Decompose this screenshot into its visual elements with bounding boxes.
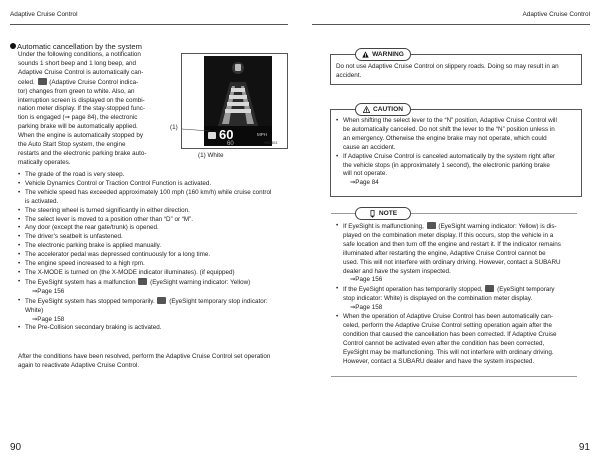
intro-line: Under the following conditions, a notification: [18, 51, 141, 58]
note-line: However, contact a SUBARU dealer and have the system inspected.: [343, 357, 535, 365]
section-title: Automatic cancellation by the system: [17, 42, 142, 51]
condition-item: • The accelerator pedal was depressed continuously for a long time.: [18, 251, 290, 260]
warning-label: [355, 48, 411, 61]
condition-continuation: is activated.: [25, 197, 59, 205]
condition-item: • The vehicle speed has exceeded approximately 100 mph (160 km/h) while cruise control: [18, 189, 290, 198]
eyesight-temporary-stop-icon: [485, 285, 494, 292]
eyesight-warning-icon: [427, 222, 436, 229]
note-line: dealer and have the system inspected.: [343, 267, 451, 275]
note-line: used. This will not interfere with ordinary driving. However, contact a SUBARU: [343, 258, 561, 266]
page-reference: ⇒ Page 158: [25, 316, 290, 325]
condition-item: • The X-MODE is turned on (the X-MODE indicator illuminates). (if equipped): [18, 269, 290, 278]
caution-line: cause an accident.: [343, 143, 396, 151]
note-pencil-icon: [369, 210, 376, 218]
intro-line: interruption screen is displayed on the combi-: [18, 96, 145, 104]
note-line: safe location and then turn off the engine and restart it. If the indicator remains: [343, 240, 561, 248]
condition-item: • The driver’s seatbelt is unfastened.: [18, 233, 290, 242]
condition-item: • The engine speed increased to a high rpm.: [18, 260, 290, 269]
left-running-header: Adaptive Cruise Control: [10, 11, 78, 18]
caution-triangle-icon: [363, 106, 370, 113]
figure-caption: (1) White: [198, 152, 224, 159]
section-heading: [10, 42, 142, 51]
warning-label-text: WARNING: [372, 51, 404, 58]
caution-label: [355, 103, 411, 116]
right-header-rule: [312, 24, 590, 25]
note-line: Control cannot be activated even after the condition has been corrected,: [343, 339, 545, 347]
condition-item: • The grade of the road is very steep.: [18, 171, 290, 180]
note-bottom-rule: [331, 376, 577, 377]
warning-triangle-icon: [362, 51, 369, 58]
right-page-number: 91: [578, 442, 590, 453]
caution-line: an emergency. Otherwise the engine brake may not operate, which could: [343, 134, 547, 142]
condition-item: • The Pre-Collision secondary braking is activated.: [18, 324, 290, 333]
left-page-number: 90: [10, 442, 22, 453]
figure-speed: 60: [219, 127, 234, 142]
eyesight-warning-icon: [138, 278, 147, 285]
note-line: celed, perform the Adaptive Cruise Control setting operation again after the: [343, 321, 552, 329]
note-label-text: NOTE: [378, 210, 398, 217]
note-line: condition that caused the cancellation has been corrected. If Adaptive Cruise: [343, 330, 557, 338]
page-reference: ⇒ Page 84: [343, 179, 578, 188]
caution-label-text: CAUTION: [372, 106, 404, 113]
note-line: stop indicator: White) is displayed on the combination meter display.: [343, 295, 533, 303]
intro-line: Adaptive Cruise Control is automatically can-: [18, 68, 144, 76]
caution-line: If Adaptive Cruise Control is canceled automatically by the system right after: [343, 152, 556, 160]
warning-line: Do not use Adaptive Cruise Control on slippery roads. Doing so may result in an: [336, 63, 559, 70]
intro-line: nation meter display. If the stay-stopped func-: [18, 105, 145, 113]
warning-line: accident.: [336, 71, 362, 79]
note-label: [355, 207, 411, 220]
callout-leader-line: [182, 125, 212, 135]
page-reference: ⇒ Page 156: [25, 288, 290, 297]
note-item: [336, 313, 578, 366]
caution-item: [336, 153, 578, 180]
intro-line: parking brake will be automatically applied.: [18, 123, 138, 131]
figure-code: H01303: [264, 141, 278, 145]
figure-sub-speed: 60: [227, 141, 234, 147]
page-reference: ⇒ Page 158: [343, 304, 578, 313]
intro-line: restarts and the electronic parking brake auto-: [18, 149, 147, 157]
page-reference: ⇒ Page 156: [343, 276, 578, 285]
eyesight-temporary-stop-icon: [157, 297, 166, 304]
figure-callout: (1): [170, 124, 178, 131]
caution-line: will not operate.: [343, 170, 388, 178]
cancellation-conditions: [18, 171, 290, 333]
condition-continuation: White): [25, 306, 44, 314]
note-item: • If the EyeSight operation has temporarily stopped, (EyeSight temporary stop indicator: White) is displayed on the combination meter display.: [336, 285, 578, 304]
caution-text: [336, 117, 578, 188]
condition-item: • The electronic parking brake is applied manually.: [18, 242, 290, 251]
condition-item: • The select lever is moved to a position other than “D” or “M”.: [18, 216, 290, 225]
note-line: illuminated after restarting the engine, Adaptive Cruise Control cannot be: [343, 249, 546, 257]
intro-line: celed. (Adaptive Cruise Control indica-: [18, 78, 139, 86]
intro-line: tion is engaged (⇒ page 84), the electronic: [18, 114, 138, 122]
left-header-rule: [10, 24, 288, 25]
condition-item: • The EyeSight system has stopped temporarily. (EyeSight temporary stop indicator:: [18, 297, 290, 307]
right-running-header: Adaptive Cruise Control: [522, 11, 590, 18]
condition-item: • Any door (except the rear gate/trunk) is opened.: [18, 224, 290, 233]
condition-item: • The steering wheel is turned significantly in either direction.: [18, 207, 290, 216]
intro-paragraph: [18, 51, 168, 168]
intro-line: tor) changes from green to white. Also, an: [18, 87, 135, 95]
warning-text: [336, 63, 578, 81]
after-line: again to reactivate Adaptive Cruise Control.: [18, 361, 140, 369]
intro-line: the Auto Start Stop system, the engine: [18, 141, 126, 149]
intro-line: When the engine is automatically stopped by: [18, 132, 143, 140]
condition-item: • Vehicle Dynamics Control or Traction Control Function is activated.: [18, 180, 290, 189]
note-text: [336, 222, 578, 367]
after-line: After the conditions have been resolved, perform the Adaptive Cruise Control set operation: [18, 353, 271, 360]
caution-item: [336, 117, 578, 153]
condition-item: • The EyeSight system has a malfunction (EyeSight warning indicator: Yellow): [18, 278, 290, 288]
after-paragraph: [18, 353, 290, 371]
caution-line: be automatically canceled. Do not shift the lever to the “N” position unless in: [343, 125, 555, 133]
figure-unit: MPH: [257, 132, 267, 137]
note-line: played on the combination meter display. If this occurs, stop the vehicle in a: [343, 231, 554, 239]
note-line: When the operation of Adaptive Cruise Control has been automatically can-: [343, 313, 554, 321]
intro-line: sounds 1 short beep and 1 long beep, and: [18, 59, 136, 67]
cruise-indicator-icon: [38, 78, 47, 85]
caution-line: When shifting the select lever to the “N” position, Adaptive Cruise Control will: [343, 117, 557, 124]
caution-line: the vehicle stops (in approximately 1 second), the electronic parking brake: [343, 161, 550, 169]
note-line: EyeSight may be malfunctioning. This will not interfere with ordinary driving.: [343, 348, 554, 356]
note-item: • If EyeSight is malfunctioning, (EyeSight warning indicator: Yellow) is dis- played on the combination meter display. If this occurs, stop the vehicle in a safe location and then turn off the engine and restart it. If the indicator remains illuminated after restarting the engine, Adaptive Cruise Control cannot be used. This will not interfere with ordinary driving. However, contact a SUBARU dealer and have the system inspected.: [336, 222, 578, 276]
intro-line: matically operates.: [18, 158, 71, 166]
section-bullet-icon: [10, 43, 16, 49]
